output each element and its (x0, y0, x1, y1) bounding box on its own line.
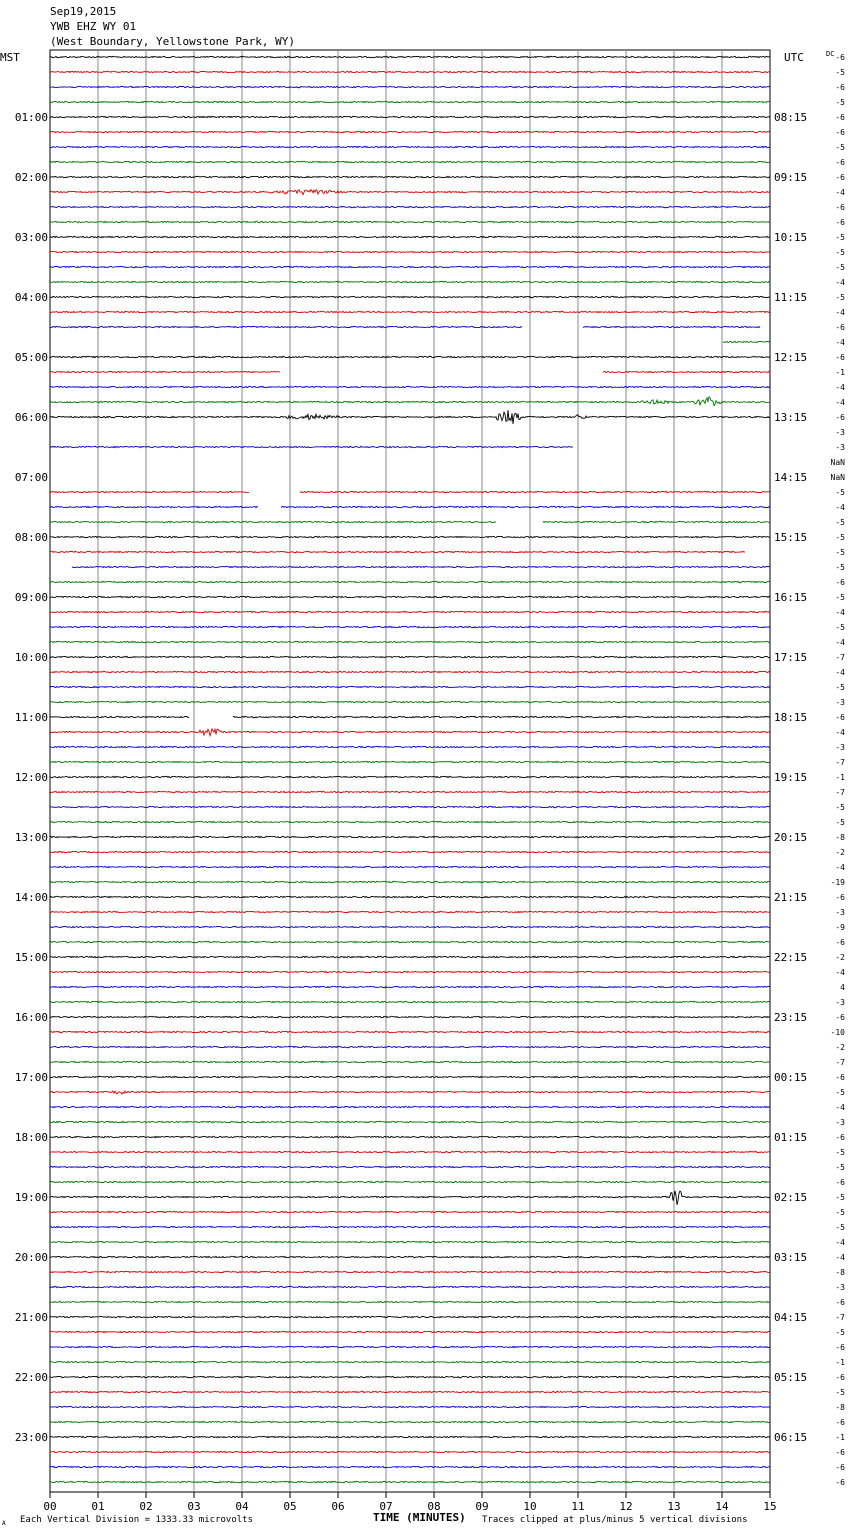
dc-offset-label: -1 (835, 1358, 845, 1367)
right-hour-label: 06:15 (774, 1431, 808, 1444)
left-hour-label: 12:00 (14, 771, 48, 784)
trace-row (50, 1016, 770, 1017)
left-hour-label: 15:00 (14, 951, 48, 964)
plot-frame (50, 50, 770, 1492)
trace-row (50, 701, 770, 702)
trace-row (50, 1451, 770, 1452)
trace-row (50, 506, 770, 507)
clip-note: Traces clipped at plus/minus 5 vertical divisions (482, 1515, 748, 1525)
dc-offset-label: -5 (835, 98, 845, 107)
x-tick-label: 09 (475, 1500, 489, 1513)
dc-offset-label: -5 (835, 623, 845, 632)
dc-offset-label: -7 (835, 788, 845, 797)
dc-offset-label: -6 (835, 413, 845, 422)
dc-offset-label: -3 (835, 1118, 845, 1127)
trace-row (50, 1191, 770, 1205)
dc-offset-label: -5 (835, 248, 845, 257)
right-hour-label: 22:15 (774, 951, 808, 964)
dc-offset-label: -7 (835, 653, 845, 662)
dc-offset-label: -6 (835, 83, 845, 92)
left-hour-label: 20:00 (14, 1251, 48, 1264)
left-hour-label: 16:00 (14, 1011, 48, 1024)
x-tick-label: 10 (523, 1500, 537, 1513)
left-hour-label: 01:00 (14, 111, 48, 124)
trace-row (50, 1241, 770, 1242)
left-hour-label: 10:00 (14, 651, 48, 664)
trace-row (50, 1256, 770, 1257)
right-hour-label: 11:15 (774, 291, 808, 304)
dc-offset-label: -8 (835, 1268, 845, 1277)
dc-offset-label: -3 (835, 908, 845, 917)
trace-row (50, 581, 770, 582)
dc-offset-label: -4 (835, 1238, 845, 1247)
dc-offset-label: -8 (835, 1403, 845, 1412)
trace-row (50, 1361, 770, 1362)
right-hour-label: 14:15 (774, 471, 808, 484)
dc-offset-label: -4 (835, 968, 845, 977)
trace-row (50, 71, 770, 72)
trace-row (50, 1271, 770, 1272)
dc-offset-label: -4 (835, 503, 845, 512)
axis-labels (0, 50, 845, 1513)
trace-row (50, 821, 770, 822)
trace-row (50, 1346, 770, 1347)
dc-offset-label: -6 (835, 713, 845, 722)
left-hour-label: 07:00 (14, 471, 48, 484)
right-hour-label: 03:15 (774, 1251, 808, 1264)
trace-row (50, 1301, 770, 1302)
right-hour-label: 19:15 (774, 771, 808, 784)
dc-offset-label: -19 (830, 878, 845, 887)
x-tick-label: 06 (331, 1500, 345, 1513)
trace-row (50, 626, 770, 627)
trace-row (50, 386, 770, 387)
dc-offset-label: -3 (835, 743, 845, 752)
right-hour-label: 09:15 (774, 171, 808, 184)
left-hour-label: 22:00 (14, 1371, 48, 1384)
dc-offset-label: -5 (835, 563, 845, 572)
dc-offset-label: -1 (835, 1433, 845, 1442)
dc-offset-label: -3 (835, 998, 845, 1007)
dc-offset-label: -6 (835, 893, 845, 902)
dc-offset-label: -6 (835, 173, 845, 182)
dc-offset-label: -4 (835, 383, 845, 392)
dc-offset-label: -7 (835, 1313, 845, 1322)
left-hour-label: 05:00 (14, 351, 48, 364)
trace-row (50, 1166, 770, 1167)
dc-offset-label: -6 (835, 1343, 845, 1352)
dc-offset-label: -1 (835, 773, 845, 782)
dc-offset-label: -6 (835, 578, 845, 587)
trace-row (50, 956, 770, 957)
dc-offset-label: -5 (835, 293, 845, 302)
dc-offset-label: -4 (835, 308, 845, 317)
trace-row (50, 311, 770, 312)
x-tick-label: 01 (91, 1500, 105, 1513)
plot-location: (West Boundary, Yellowstone Park, WY) (50, 35, 296, 48)
trace-row (50, 656, 770, 657)
dc-offset-label: -4 (835, 638, 845, 647)
left-hour-label: 06:00 (14, 411, 48, 424)
dc-offset-label: -6 (835, 1418, 845, 1427)
dc-offset-label: -5 (835, 548, 845, 557)
trace-row (50, 86, 770, 87)
right-hour-label: 23:15 (774, 1011, 808, 1024)
trace-row (50, 296, 770, 297)
trace-row (50, 686, 770, 687)
dc-offset-label: -5 (835, 68, 845, 77)
trace-row (50, 836, 770, 837)
left-hour-label: 11:00 (14, 711, 48, 724)
right-hour-label: 15:15 (774, 531, 808, 544)
right-hour-label: 00:15 (774, 1071, 808, 1084)
plot-date: Sep19,2015 (50, 5, 117, 18)
trace-row (50, 446, 573, 447)
dc-offset-label: -6 (835, 938, 845, 947)
dc-offset-label: -3 (835, 698, 845, 707)
trace-row (50, 971, 770, 972)
trace-row (50, 911, 770, 912)
left-hour-label: 17:00 (14, 1071, 48, 1084)
dc-offset-label: -10 (830, 1028, 845, 1037)
dc-offset-label: -5 (835, 533, 845, 542)
trace-row (50, 236, 770, 237)
dc-offset-label: -5 (835, 1193, 845, 1202)
trace-row (50, 1181, 770, 1182)
dc-offset-label: -6 (835, 1178, 845, 1187)
dc-offset-label: -6 (835, 353, 845, 362)
trace-row (50, 986, 770, 987)
dc-offset-label: -6 (835, 1133, 845, 1142)
trace-row (50, 131, 770, 132)
trace-row (50, 1046, 770, 1047)
trace-row (50, 536, 770, 537)
trace-row (50, 281, 770, 282)
trace-row (50, 397, 770, 406)
dc-offset-label: -6 (835, 1463, 845, 1472)
dc-offset-label: -4 (835, 668, 845, 677)
right-hour-label: 17:15 (774, 651, 808, 664)
dc-offset-label: -5 (835, 818, 845, 827)
trace-row (50, 56, 770, 57)
dc-offset-label: -5 (835, 143, 845, 152)
dc-offset-label: -6 (835, 113, 845, 122)
trace-row (50, 176, 770, 177)
trace-row (50, 746, 770, 747)
dc-offset-label: -6 (835, 1373, 845, 1382)
dc-offset-label: -4 (835, 1103, 845, 1112)
dc-offset-label: -6 (835, 1073, 845, 1082)
right-hour-label: 01:15 (774, 1131, 808, 1144)
trace-row (50, 221, 770, 222)
dc-offset-label: -5 (835, 1328, 845, 1337)
trace-row (50, 521, 770, 522)
dc-offset-label: -3 (835, 443, 845, 452)
trace-row (50, 1091, 770, 1094)
dc-offset-label: -4 (835, 608, 845, 617)
right-hour-label: 18:15 (774, 711, 808, 724)
dc-header-label: DC (826, 50, 835, 58)
x-tick-label: 12 (619, 1500, 633, 1513)
left-hour-label: 23:00 (14, 1431, 48, 1444)
trace-row (723, 341, 770, 342)
left-hour-label: 19:00 (14, 1191, 48, 1204)
dc-offset-label: -5 (835, 1088, 845, 1097)
trace-row (50, 1076, 770, 1077)
plot-station: YWB EHZ WY 01 (50, 20, 137, 33)
dc-offset-label: -6 (835, 218, 845, 227)
right-hour-label: 04:15 (774, 1311, 808, 1324)
dc-offset-label: -4 (835, 728, 845, 737)
dc-offset-label: -9 (835, 923, 845, 932)
trace-row (50, 791, 770, 792)
dc-offset-label: -4 (835, 278, 845, 287)
trace-row (50, 941, 770, 942)
x-tick-label: 13 (667, 1500, 681, 1513)
dc-offset-label: -4 (835, 863, 845, 872)
right-hour-label: 13:15 (774, 411, 808, 424)
dc-offset-label: -6 (835, 203, 845, 212)
x-tick-label: 04 (235, 1500, 249, 1513)
trace-row (50, 371, 770, 372)
trace-row (50, 1481, 770, 1482)
trace-row (50, 611, 770, 612)
left-hour-label: 08:00 (14, 531, 48, 544)
right-hour-label: 16:15 (774, 591, 808, 604)
dc-offset-label: -5 (835, 1163, 845, 1172)
dc-offset-label: -6 (835, 1013, 845, 1022)
dc-offset-label: -5 (835, 593, 845, 602)
trace-row (50, 551, 745, 552)
x-tick-label: 15 (763, 1500, 777, 1513)
trace-row (50, 1406, 770, 1407)
dc-offset-label: 4 (840, 983, 845, 992)
trace-row (50, 251, 770, 252)
left-hour-label: 13:00 (14, 831, 48, 844)
dc-offset-label: -5 (835, 683, 845, 692)
dc-offset-label: -6 (835, 1448, 845, 1457)
right-hour-label: 12:15 (774, 351, 808, 364)
trace-row (50, 116, 770, 117)
trace-row (50, 1151, 770, 1152)
dc-offset-label: -6 (835, 1478, 845, 1487)
trace-row (50, 1376, 770, 1377)
dc-offset-label: -6 (835, 1298, 845, 1307)
right-hour-label: 08:15 (774, 111, 808, 124)
dc-offset-label: NaN (830, 458, 845, 467)
trace-row (50, 1436, 770, 1437)
trace-row (50, 1316, 770, 1317)
trace-row (50, 161, 770, 162)
dc-offset-label: -4 (835, 188, 845, 197)
dc-offset-label: -5 (835, 1388, 845, 1397)
dc-offset-label: -5 (835, 233, 845, 242)
trace-row (72, 566, 770, 567)
left-hour-label: 03:00 (14, 231, 48, 244)
trace-row (50, 1466, 770, 1467)
dc-offset-label: -5 (835, 803, 845, 812)
trace-row (50, 326, 760, 327)
trace-row (50, 1331, 770, 1332)
dc-offset-label: -6 (835, 128, 845, 137)
traces (50, 56, 770, 1482)
trace-row (50, 776, 770, 777)
left-hour-label: 18:00 (14, 1131, 48, 1144)
trace-row (50, 356, 770, 357)
trace-row (50, 1031, 770, 1032)
x-axis-title: TIME (MINUTES) (373, 1511, 466, 1524)
trace-row (50, 881, 770, 882)
dc-offset-label: -5 (835, 1208, 845, 1217)
corner-mark: A (2, 1520, 6, 1527)
right-hour-label: 20:15 (774, 831, 808, 844)
x-tick-label: 07 (379, 1500, 393, 1513)
x-tick-label: 05 (283, 1500, 297, 1513)
dc-offset-label: -4 (835, 338, 845, 347)
left-hour-label: 09:00 (14, 591, 48, 604)
dc-offset-label: -1 (835, 368, 845, 377)
trace-row (50, 1211, 770, 1212)
trace-row (50, 1121, 770, 1122)
dc-offset-label: NaN (830, 473, 845, 482)
x-tick-label: 00 (43, 1500, 57, 1513)
x-tick-label: 03 (187, 1500, 201, 1513)
dc-offset-label: -3 (835, 428, 845, 437)
trace-row (50, 1001, 770, 1002)
trace-row (50, 190, 770, 195)
right-hour-label: 05:15 (774, 1371, 808, 1384)
trace-row (50, 596, 770, 597)
dc-offset-label: -5 (835, 263, 845, 272)
dc-offset-label: -2 (835, 848, 845, 857)
left-hour-label: 02:00 (14, 171, 48, 184)
trace-row (50, 1136, 770, 1137)
dc-offset-label: -4 (835, 398, 845, 407)
dc-offset-label: -7 (835, 758, 845, 767)
x-tick-label: 14 (715, 1500, 729, 1513)
dc-offset-label: -2 (835, 1043, 845, 1052)
trace-row (50, 641, 770, 642)
x-tick-label: 08 (427, 1500, 441, 1513)
trace-row (50, 926, 770, 927)
trace-row (50, 1391, 770, 1392)
x-tick-label: 02 (139, 1500, 153, 1513)
trace-row (50, 1226, 770, 1227)
trace-row (50, 1061, 770, 1062)
dc-offset-label: -4 (835, 1253, 845, 1262)
dc-offset-label: -6 (835, 53, 845, 62)
trace-row (50, 866, 770, 867)
trace-row (50, 851, 770, 852)
left-hour-label: 04:00 (14, 291, 48, 304)
scale-note: Each Vertical Division = 1333.33 microvolts (20, 1515, 253, 1525)
left-timezone-label: MST (0, 51, 20, 64)
trace-row (50, 1106, 770, 1107)
dc-offset-label: -5 (835, 518, 845, 527)
trace-row (50, 410, 770, 424)
dc-offset-label: -7 (835, 1058, 845, 1067)
trace-row (50, 1286, 770, 1287)
trace-row (50, 491, 770, 492)
trace-row (50, 266, 770, 267)
trace-row (50, 716, 770, 717)
dc-offset-label: -5 (835, 1223, 845, 1232)
right-hour-label: 21:15 (774, 891, 808, 904)
x-tick-label: 11 (571, 1500, 585, 1513)
dc-offset-label: -6 (835, 323, 845, 332)
trace-row (50, 896, 770, 897)
left-hour-label: 21:00 (14, 1311, 48, 1324)
dc-offset-label: -6 (835, 158, 845, 167)
trace-row (50, 729, 770, 736)
right-hour-label: 02:15 (774, 1191, 808, 1204)
right-hour-label: 10:15 (774, 231, 808, 244)
trace-row (50, 671, 770, 672)
dc-offset-label: -5 (835, 488, 845, 497)
trace-row (50, 206, 770, 207)
dc-offset-label: -3 (835, 1283, 845, 1292)
right-timezone-label: UTC (784, 51, 804, 64)
trace-row (50, 806, 770, 807)
dc-offset-label: -2 (835, 953, 845, 962)
trace-row (50, 146, 770, 147)
trace-row (50, 761, 770, 762)
left-hour-label: 14:00 (14, 891, 48, 904)
trace-row (50, 1421, 770, 1422)
dc-offset-label: -5 (835, 1148, 845, 1157)
trace-row (50, 101, 770, 102)
dc-offset-label: -8 (835, 833, 845, 842)
